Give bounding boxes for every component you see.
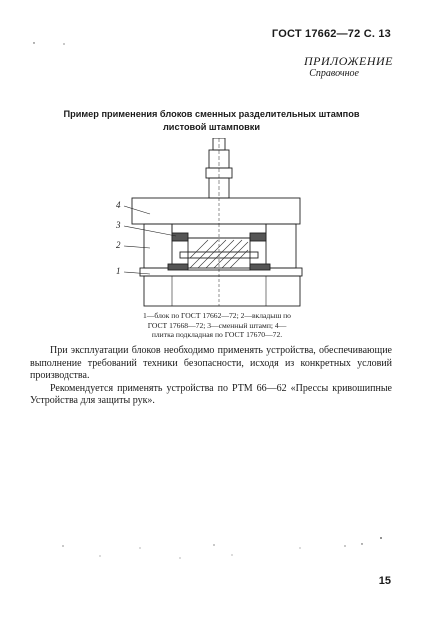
figure-title — [0, 108, 423, 134]
lower-left-insert — [168, 264, 188, 270]
caption-line-2: ГОСТ 17668—72; 3—сменный штамп; 4— — [147, 320, 287, 330]
paragraph-recommendation: Рекомендуется применять устройства по РТМ 66—62 «Прессы кривошипные Устройства для защиты рук». — [30, 382, 392, 407]
appendix-subtitle: Справочное — [309, 68, 359, 79]
lower-plate-top — [140, 268, 302, 276]
caption-line-1: 1—блок по ГОСТ 17662—72; 2—вкладыш по — [143, 311, 291, 320]
body-text — [30, 345, 392, 408]
insert-left — [172, 233, 188, 241]
paragraph-safety: При эксплуатации блоков необходимо применять устройства, обеспечивающие выполнение требований техники безопасности, исходя из конкретных условий производства. — [30, 345, 392, 382]
appendix-title: ПРИЛОЖЕНИЕ — [304, 54, 393, 68]
caption-line-3: плитка подкладная по ГОСТ 17670—72. — [151, 330, 283, 339]
figure-title-line-1: Пример применения блоков сменных разделительных штампов — [63, 109, 360, 119]
label-3: 3 — [116, 220, 121, 230]
insert-right — [250, 233, 266, 241]
figure-title-line-2: листовой штамповки — [162, 122, 261, 132]
page-number: 15 — [378, 575, 391, 587]
lower-right-insert — [250, 264, 270, 270]
label-2: 2 — [116, 240, 121, 250]
technical-drawing — [110, 138, 320, 314]
document-header-code: ГОСТ 17662—72 С. 13 — [271, 28, 391, 40]
label-1: 1 — [116, 266, 121, 276]
label-4: 4 — [116, 200, 121, 210]
figure-caption — [112, 311, 322, 340]
right-guide — [266, 224, 296, 268]
lower-plate — [144, 276, 300, 306]
upper-plate — [132, 198, 300, 224]
